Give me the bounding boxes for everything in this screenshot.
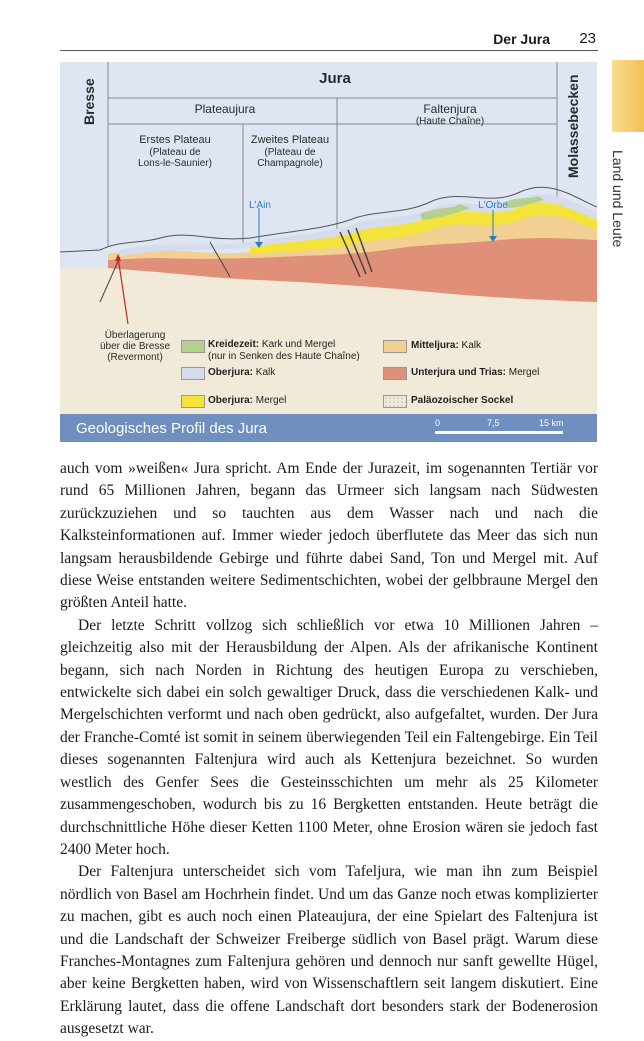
legend-kreide (208, 339, 360, 363)
label-faltenjura: Faltenjura (423, 102, 477, 116)
label-haute-chaine: (Haute Chaîne) (415, 116, 485, 127)
side-section-text: Land und Leute (610, 150, 626, 248)
label-ueberlagerung-line1: Überlagerung (104, 330, 166, 341)
label-bresse: Bresse (81, 78, 97, 126)
scale-label-end: 15 km (539, 418, 564, 428)
legend-kreide-bold: Kreidezeit: (208, 339, 260, 350)
legend-palaeozoisch-bold: Paläozoischer Sockel (411, 395, 514, 406)
side-thumb-tab (612, 60, 644, 132)
label-ain: L'Ain (249, 200, 271, 211)
label-plateaujura: Plateaujura (194, 102, 256, 116)
chapter-title: Der Jura (493, 31, 550, 47)
paragraph-3: Der Faltenjura unterscheidet sich vom Tafeljura, wie man ihn zum Beispiel nördlich von Basel am Hochrhein findet. Und um das Ganze noch etwas komplizierter zu machen, gibt es auch noch einen Plateaujura, der eine Spielart des Faltenjura ist und die Landschaft der Schweizer Freiberge südlich von Basel prägt. Warum diese Franches-Montagnes zum Faltenjura gehören und dennoch nur sanft gewellte Hügel, aber keine Bergketten haben, wird von Wissenschaftlern seit langem diskutiert. Eine Erklärung lautet, dass die offene Landschaft dort besonders stark der Bodenerosion ausgesetzt war. (60, 863, 598, 1038)
legend-mitteljura (411, 340, 481, 352)
legend-oberjura-kalk-text: Kalk (253, 367, 276, 378)
legend-palaeozoisch (411, 395, 513, 407)
legend-swatch-kreide (181, 340, 205, 353)
paragraph-1: auch vom »weißen« Jura spricht. Am Ende der Jurazeit, im sogenannten Tertiär vor rund 65 Millionen Jahren, begann das Urmeer sich langsam nach Südwesten zurückzuziehen und so tauchten aus dem Wasser nach und nach die Kalksteinformationen auf. Immer wieder jedoch überflutete das Meer das sich nun langsam herausbildende Gebirge und führte dabei Sand, Ton und Mergel mit. Auf diese Weise entstanden weitere Sedimentschichten, wobei der gelbbraune Mergel den größten Anteil hatte. (60, 460, 598, 612)
label-jura: Jura (319, 70, 351, 87)
scale-label-mid: 7,5 (487, 418, 500, 428)
label-erstes-sub1: (Plateau de (149, 147, 201, 158)
legend-swatch-mitteljura (383, 340, 407, 353)
figure-panel (60, 62, 597, 414)
legend-unterjura-text: Mergel (506, 367, 540, 378)
legend-oberjura-mergel-bold: Oberjura: (208, 395, 254, 406)
legend-oberjura-mergel (208, 395, 286, 407)
label-orbe: L'Orbe (478, 200, 508, 211)
scale-line (435, 431, 563, 434)
paragraph-2: Der letzte Schritt vollzog sich schließlich vor etwa 10 Millionen Jahren – gleichzeitig also mit der Herausbildung der Alpen. Als der afrikanische Kontinent begann, sich nach Norden in Richtung des heutigen Europa zu verschieben, entwickelte sich dabei ein solch gewaltiger Druck, dass die verschiedenen Kalk- und Mergelschichten verformt und nach oben gedrückt, also aufgefaltet, wurden. Der Jura der Franche-Comté ist somit in seinem überwiegenden Teil ein Faltengebirge. Ein Teil dieses sogenannten Faltenjura wird auch als Kettenjura bezeichnet. So wurden westlich des Genfer Sees die Gesteinsschichten um mehr als 25 Kilometer zusammengeschoben, wodurch bis zu 16 Bergketten entstanden. Heute beträgt die durchschnittliche Höhe dieser Ketten 1100 Meter, ohne Erosion wären sie jedoch fast 2400 Meter hoch. (60, 616, 598, 858)
label-molassebecken: Molassebecken (565, 74, 581, 178)
scale-bar (435, 418, 565, 438)
legend-oberjura-mergel-text: Mergel (253, 395, 287, 406)
legend-swatch-unterjura (383, 367, 407, 380)
legend-oberjura-kalk-bold: Oberjura: (208, 367, 254, 378)
figure-caption-bar (60, 414, 597, 442)
label-erstes-sub2: Lons-le-Saunier) (138, 158, 212, 169)
legend-oberjura-kalk (208, 367, 275, 379)
legend-mitteljura-text: Kalk (458, 340, 482, 351)
legend-mitteljura-bold: Mitteljura: (411, 340, 459, 351)
legend-kreide-text2: (nur in Senken des Haute Chaîne) (208, 351, 360, 362)
label-ueberlagerung (90, 330, 180, 363)
running-header (60, 30, 598, 51)
legend-unterjura-bold: Unterjura und Trias: (411, 367, 507, 378)
label-ueberlagerung-line3: (Revermont) (107, 352, 163, 363)
legend-unterjura (411, 367, 539, 379)
label-ueberlagerung-line2: über die Bresse (99, 341, 171, 352)
legend-swatch-palaeozoisch (383, 395, 407, 408)
geology-figure (60, 62, 597, 442)
label-zweites-sub2: Champagnole) (257, 158, 323, 169)
body-text (60, 458, 598, 1041)
legend-kreide-text: Kark und Mergel (259, 339, 336, 350)
page-number: 23 (579, 30, 596, 47)
figure-caption: Geologisches Profil des Jura (76, 420, 267, 437)
scale-label-0: 0 (435, 418, 441, 428)
label-erstes-plateau: Erstes Plateau (139, 134, 211, 146)
label-zweites-sub1: (Plateau de (264, 147, 316, 158)
side-section-label (610, 150, 644, 310)
legend-swatch-oberjura-mergel (181, 395, 205, 408)
legend-swatch-oberjura-kalk (181, 367, 205, 380)
label-zweites-plateau: Zweites Plateau (250, 134, 330, 146)
